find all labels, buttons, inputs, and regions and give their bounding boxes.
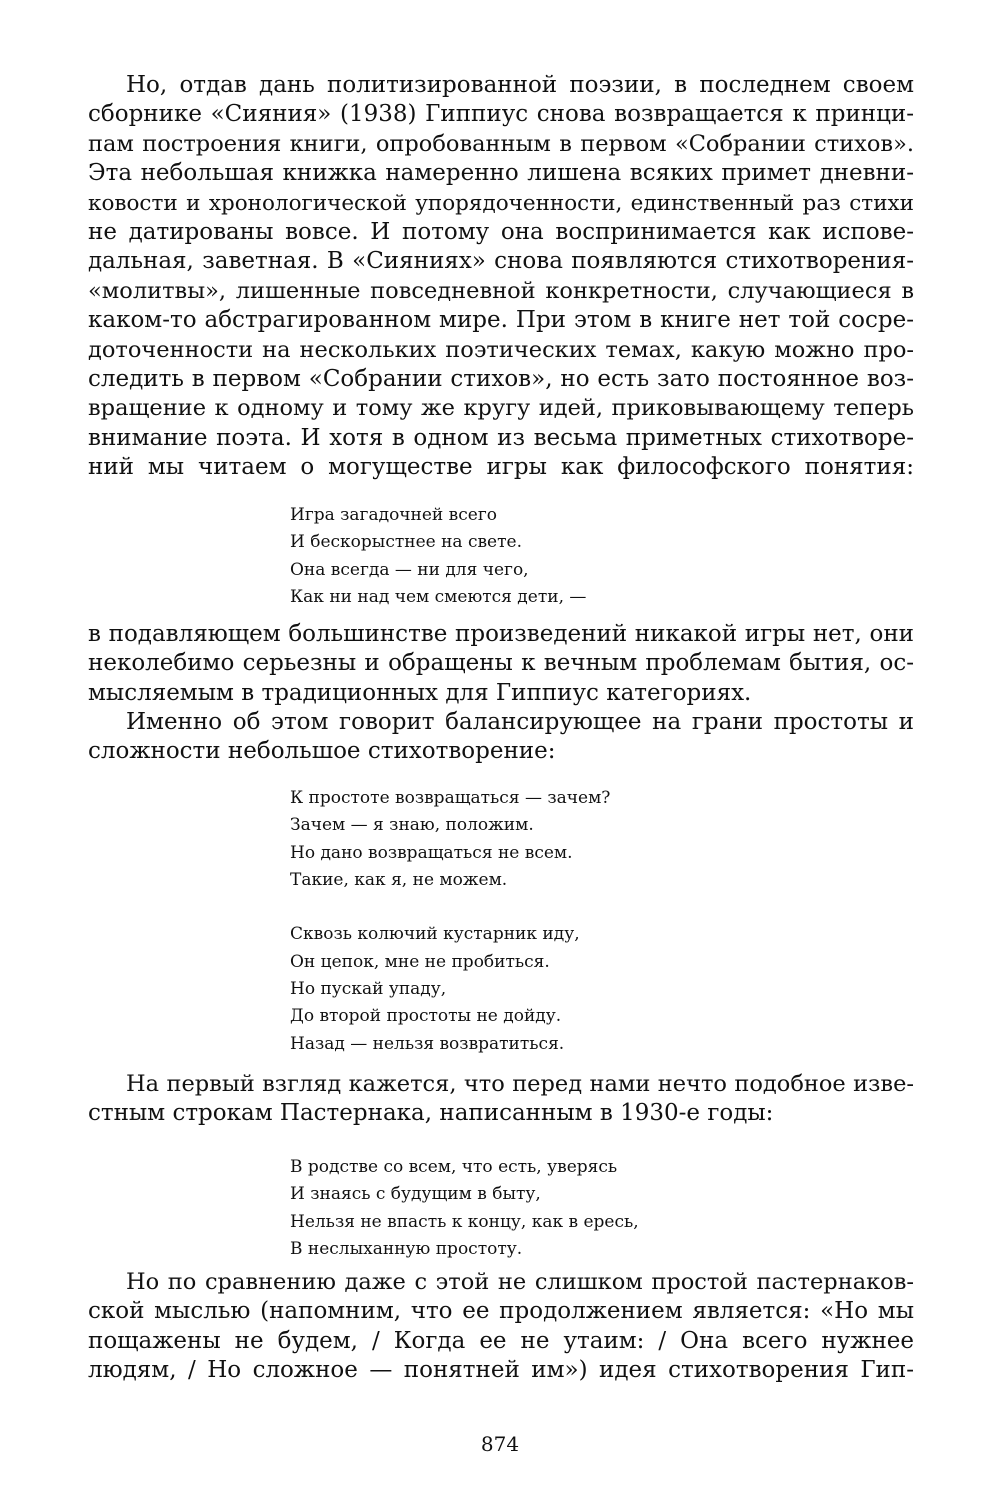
text-line: сборнике «Сияния» (1938) Гиппиус снова возвращается к принци- [88,101,914,128]
text-line: доточенности на нескольких поэтических темах, какую можно про- [88,336,914,363]
poem-line: Но дано возвращаться не всем. [290,842,573,863]
text-line: На первый взгляд кажется, что перед нами нечто подобное изве- [126,1071,914,1097]
text-line: мысляемым в традиционных для Гиппиус категориях. [88,679,752,706]
poem-line: До второй простоты не дойду. [290,1006,562,1027]
text-line: следить в первом «Собрании стихов», но есть зато постоянное воз- [88,366,914,393]
poem-line: В неслыханную простоту. [290,1238,523,1259]
text-line: Но, отдав дань политизированной поэзии, в последнем своем [126,72,914,98]
poem-line: В родстве со всем, что есть, уверясь [290,1157,618,1177]
text-line: Но по сравнению даже с этой не слишком простой пастернаков- [126,1269,914,1295]
poem-quote-1 [290,502,586,611]
text-line: ковости и хронологической упорядоченности, единственный раз стихи [88,190,914,216]
poem-line: Она всегда — ни для чего, [290,559,529,580]
paragraph-4 [88,1070,914,1129]
poem-line: Такие, как я, не можем. [290,869,508,890]
text-line: пощажены не будем, / Когда ее не утаим: / Она всего нужнее [88,1327,914,1354]
poem-quote-2 [290,785,610,1058]
paragraph-1 [88,71,914,483]
text-line: не датированы вовсе. И потому она воспринимается как испове- [88,219,914,246]
text-line: стным строкам Пастернака, написанным в 1930-е годы: [88,1100,774,1127]
text-line: вращение к одному и тому же кругу идей, приковывающему теперь [88,395,914,422]
text-line: Именно об этом говорит балансирующее на грани простоты и [126,709,914,735]
text-line: неколебимо серьезны и обращены к вечным проблемам бытия, ос- [88,650,914,677]
text-line: «молитвы», лишенные повседневной конкретности, случающиеся в [88,277,914,304]
text-line: сложности небольшое стихотворение: [88,738,556,765]
poem-line: Зачем — я знаю, положим. [290,815,534,836]
paragraph-5 [88,1268,914,1386]
text-line: Эта небольшая книжка намеренно лишена всяких примет дневни- [88,160,914,187]
poem-line: Он цепок, мне не пробиться. [290,951,550,972]
paragraph-3 [88,708,914,767]
text-line: пам построения книги, опробованным в первом «Собрании стихов». [88,130,914,157]
paragraph-2 [88,620,914,708]
poem-line: Нельзя не впасть к концу, как в ересь, [290,1211,639,1232]
poem-line: Назад — нельзя возвратиться. [290,1033,565,1054]
poem-quote-3 [290,1154,639,1263]
text-line: в подавляющем большинстве произведений никакой игры нет, они [88,621,914,647]
text-line: людям, / Но сложное — понятней им») идея стихотворения Гип- [88,1357,914,1384]
poem-line: И бескорыстнее на свете. [290,532,522,553]
text-line: ской мыслью (напомним, что ее продолжением является: «Но мы [88,1298,914,1325]
text-line: ний мы читаем о могуществе игры как философского понятия: [88,454,914,481]
poem-line: И знаясь с будущим в быту, [290,1184,541,1205]
poem-line: Сквозь колючий кустарник иду, [290,924,580,945]
text-line: дальная, заветная. В «Сияниях» снова появляются стихотворения- [88,248,914,275]
poem-line: Игра загадочней всего [290,505,497,525]
poem-line: К простоте возвращаться — зачем? [290,788,611,808]
text-line: внимание поэта. И хотя в одном из весьма приметных стихотворе- [88,424,914,451]
poem-line: Но пускай упаду, [290,979,447,1000]
text-line: каком-то абстрагированном мире. При этом в книге нет той сосре- [88,307,914,334]
page-number: 874 [480,1432,520,1456]
poem-line: Как ни над чем смеются дети, — [290,586,587,607]
stanza-break [290,894,610,921]
